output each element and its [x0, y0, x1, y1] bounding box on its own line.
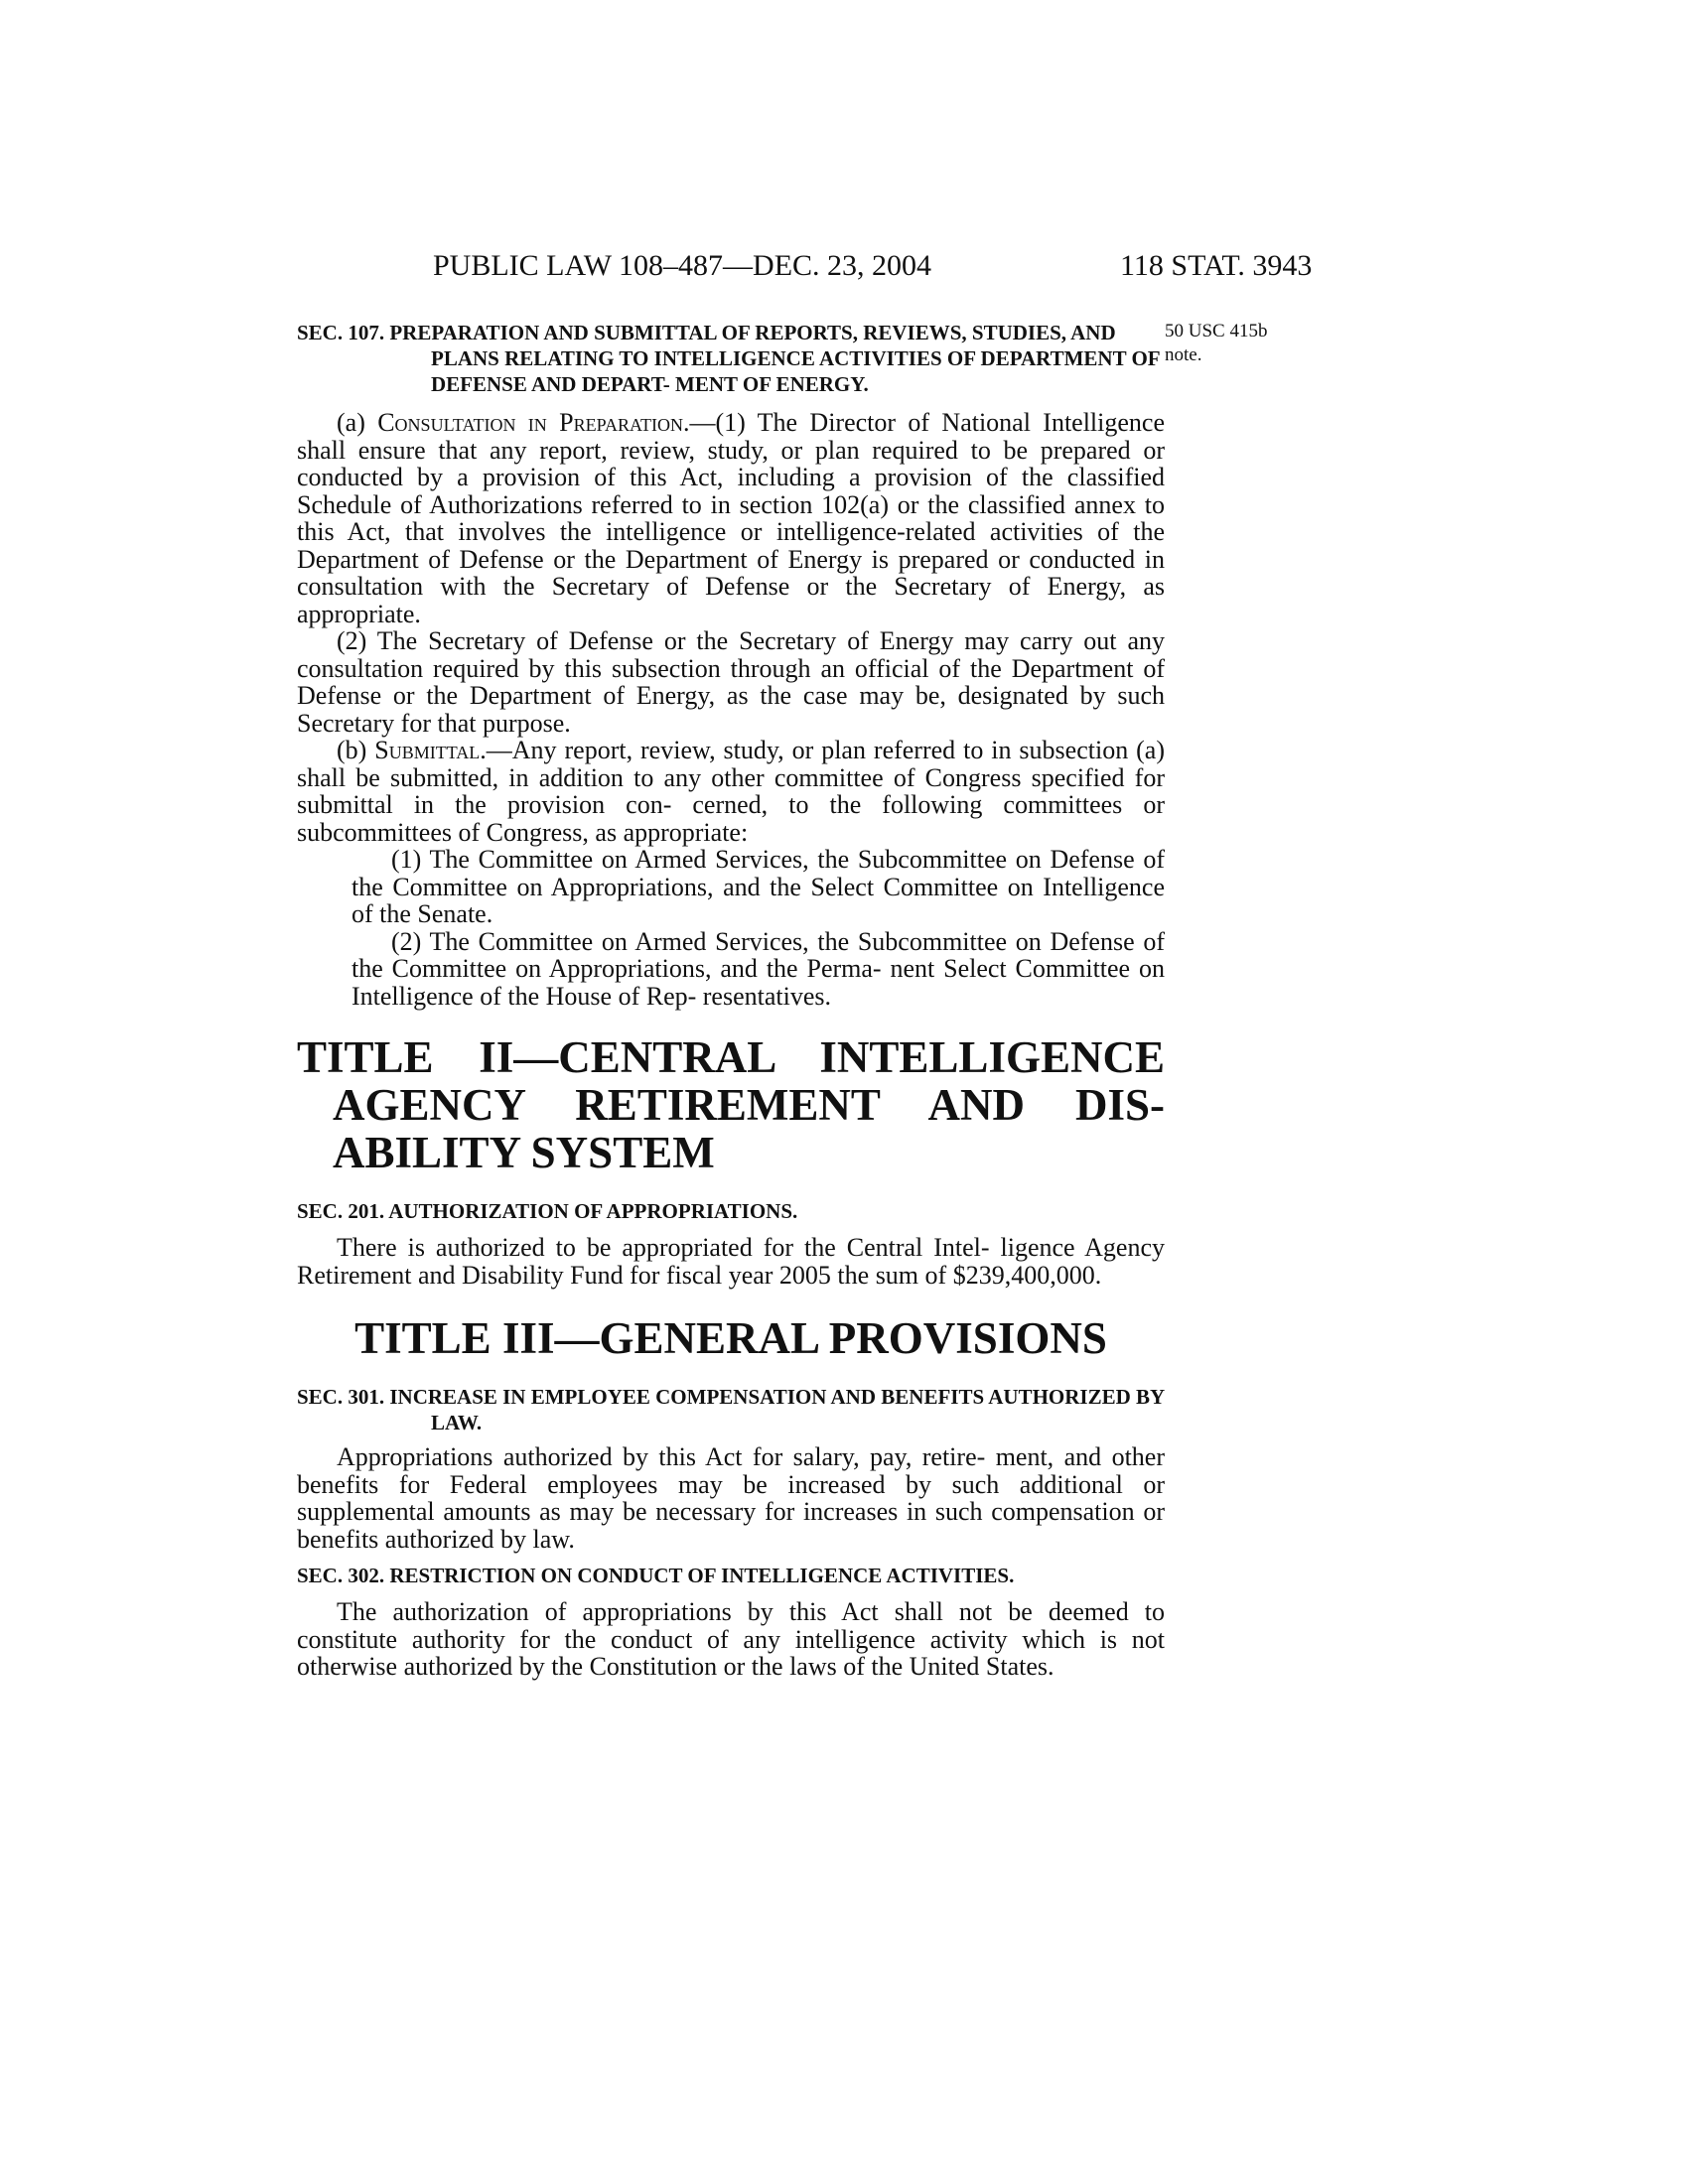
- sec302-heading: SEC. 302. RESTRICTION ON CONDUCT OF INTELLIGENCE ACTIVITIES.: [297, 1564, 1015, 1587]
- title-ii-heading: TITLE II—CENTRAL INTELLIGENCE AGENCY RETIREMENT AND DIS- ABILITY SYSTEM: [297, 1032, 1165, 1177]
- sec107-heading: SEC. 107. PREPARATION AND SUBMITTAL OF REPORTS, REVIEWS, STUDIES, AND PLANS RELATING TO INTELLIGENCE ACTIVITIES OF DEPARTMENT OF DEFENSE AND DEPART- MENT OF ENERGY.: [297, 321, 1160, 396]
- sec201-paragraph: There is authorized to be appropriated for the Central Intel- ligence Agency Retirement and Disability Fund for fiscal year 2005 the sum of $239,400,000.: [297, 1233, 1165, 1290]
- sec107-subsection-a: [297, 409, 1165, 627]
- sec107-a-label: (a): [337, 408, 378, 437]
- sec301-heading: SEC. 301. INCREASE IN EMPLOYEE COMPENSATION AND BENEFITS AUTHORIZED BY LAW.: [297, 1385, 1165, 1434]
- document-body: [297, 320, 1165, 1681]
- page-header: [0, 249, 1688, 289]
- sec107-b-text: —Any report, review, study, or plan referred to in subsection (a) shall be submitted, in addition to any other committee of Congress specified for submittal in the provision con- cerned, to the following committees or subcommittees of Congress, as appropriate:: [297, 736, 1165, 847]
- sec107-a-caption: Consultation in Preparation.: [377, 408, 690, 437]
- sec107-a2-paragraph: (2) The Secretary of Defense or the Secretary of Energy may carry out any consultation required by this subsection through an official of the Department of Defense or the Department of Energy, as the case may be, designated by such Secretary for that purpose.: [297, 626, 1165, 738]
- sec301-paragraph: Appropriations authorized by this Act for salary, pay, retire- ment, and other benefits for Federal employees may be increased by such additional or supplemental amounts as may be necessary for increases in such compensation or benefits authorized by law.: [297, 1442, 1165, 1554]
- sec107-b2-paragraph: (2) The Committee on Armed Services, the Subcommittee on Defense of the Committee on Appropriations, and the Perma- nent Select Committee on Intelligence of the House of Rep- resentatives.: [352, 926, 1165, 1011]
- title-iii-heading: TITLE III—GENERAL PROVISIONS: [354, 1313, 1107, 1363]
- margin-note: [1165, 320, 1267, 367]
- header-title: PUBLIC LAW 108–487—DEC. 23, 2004: [433, 249, 932, 282]
- header-stat-citation: 118 STAT. 3943: [1120, 249, 1313, 282]
- sec107-subsection-b: [297, 737, 1165, 846]
- margin-note-citation: 50 USC 415b: [1165, 321, 1268, 341]
- sec107-b1-paragraph: (1) The Committee on Armed Services, the Subcommittee on Defense of the Committee on Appropriations, and the Select Committee on Intelligence of the Senate.: [352, 845, 1165, 928]
- sec107-a-text: —(1) The Director of National Intelligence shall ensure that any report, review, study, or plan required to be prepared or conducted by a provision of this Act, including a provision of the classified Schedule of Authorizations referred to in section 102(a) or the classified annex to this Act, that involves the intelligence or intelligence-related activities of the Department of Defense or the Department of Energy is prepared or conducted in consultation with the Secretary of Defense or the Secretary of Energy, as appropriate.: [297, 408, 1166, 628]
- margin-note-suffix: note.: [1165, 344, 1202, 365]
- sec201-heading: SEC. 201. AUTHORIZATION OF APPROPRIATIONS.: [297, 1199, 798, 1223]
- sec107-b-label: (b): [337, 736, 375, 764]
- sec107-b-caption: Submittal.: [374, 736, 487, 764]
- sec302-paragraph: The authorization of appropriations by this Act shall not be deemed to constitute authority for the conduct of any intelligence activity which is not otherwise authorized by the Constitution or the laws of the United States.: [297, 1597, 1165, 1681]
